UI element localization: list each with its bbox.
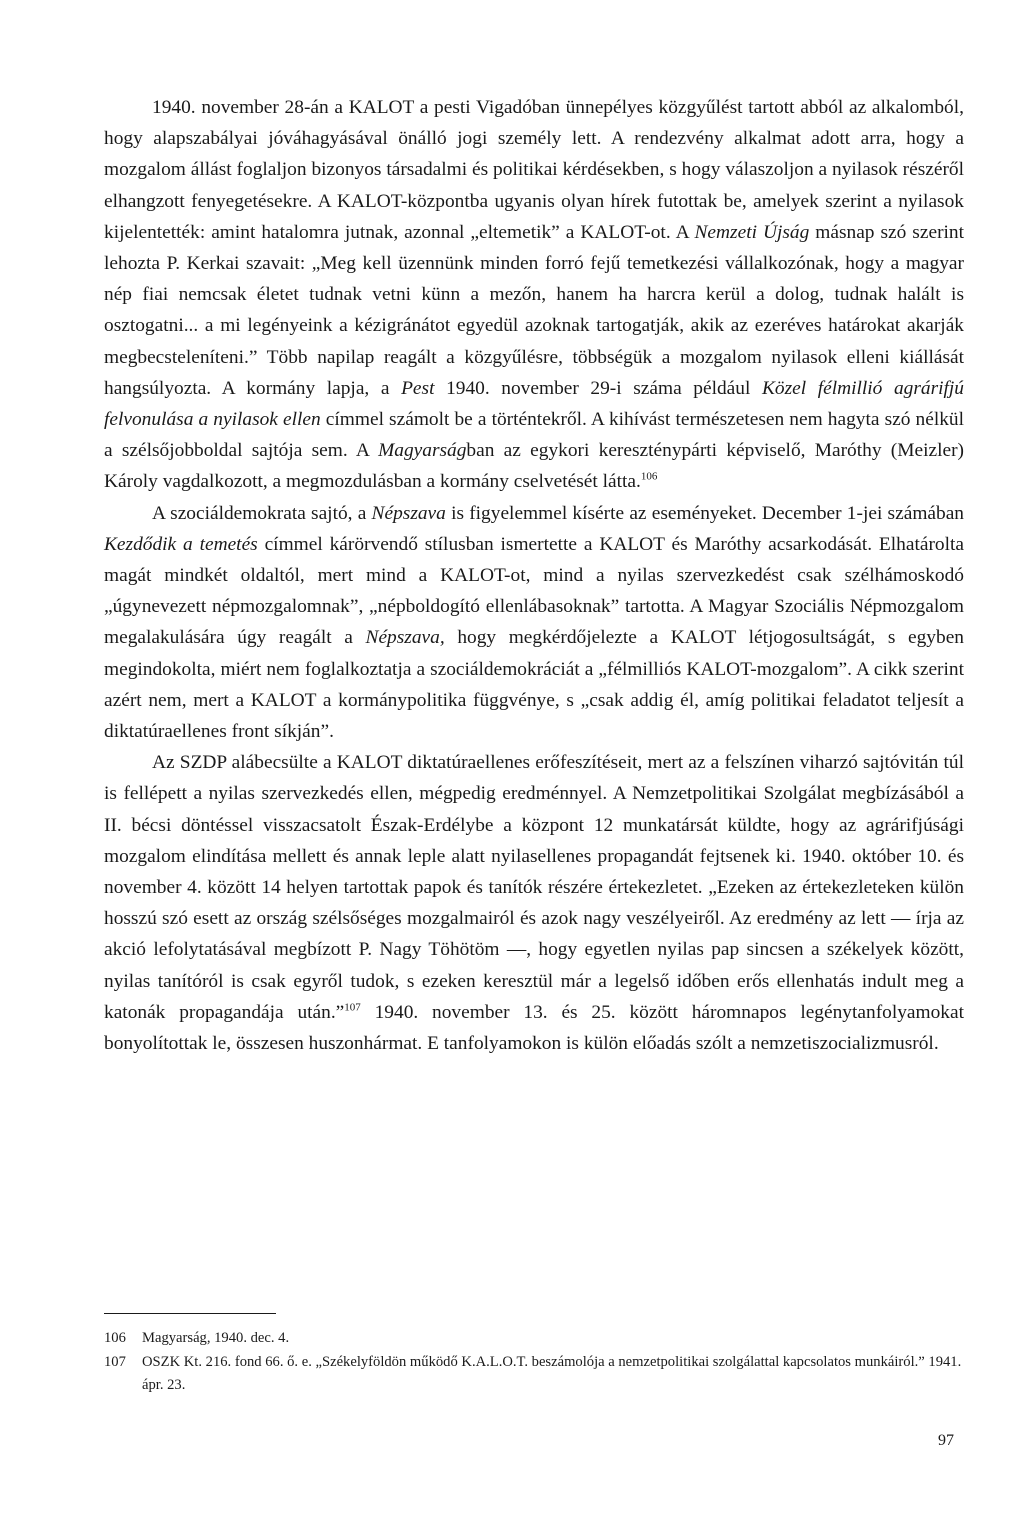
page-body [104,92,964,1059]
paragraph [104,498,964,748]
body-text [104,92,964,1059]
text-segment: címmel kárörvendő stílusban ismertette a KALOT és Maróthy acsarkodását. Elhatárolta magát mindkét oldaltól, mert mind a KALOT-ot, mind a nyilas szervezkedést csak szélhámoskodó „úgynevezett népmozgalomnak”, „népboldogító ellenlábasoknak” tartotta. A Magyar Szociális Népmozgalom megalakulására úgy reagált a [104,533,964,649]
footnote-separator [104,1313,276,1314]
text-segment: 1940. november 13. és 25. között háromnapos legénytanfolyamokat bonyolítottak le, összesen huszonhármat. E tanfolyamokon is külön előadás szólt a nemzetiszocializmusról. [104,1001,964,1055]
footnote [104,1351,964,1398]
text-segment: 1940. november 28-án a KALOT a pesti Vigadóban ünnepélyes közgyűlést tartott abból az alkalomból, hogy alapszabályai jóváhagyásával önálló jogi személy lett. A rendezvény alkalmat adott arra, hogy a mozgalom állást foglaljon bizonyos társadalmi és politikai kérdésekben, s hogy válaszoljon a nyilasok részéről elhangzott fenyegetésekre. A KALOT-központba ugyanis olyan hírek futottak be, amelyek szerint a nyilasok kijelentették: amint hatalomra jutnak, azonnal „eltemetik” a KALOT-ot. A [104,97,964,243]
footnote-text: OSZK Kt. 216. fond 66. ő. e. „Székelyföldön működő K.A.L.O.T. beszámolója a nemzetpolitikai szolgálattal kapcsolatos munkáiról.” 1941. ápr. 23. [142,1353,962,1393]
text-segment: hogy megkérdőjelezte a KALOT létjogosultságát, s egyben megindokolta, miért nem foglalkoztatja a szociáldemokráciát a „félmilliós KALOT-mozgalom”. A cikk szerint azért nem, mert a KALOT a kormánypolitika függvénye, s „csak addig él, amíg politikai feladatot teljesít a diktatúraellenes front síkján”. [104,627,964,743]
paragraph [104,747,964,1059]
text-segment: is figyelemmel kísérte az eseményeket. December 1-jei számában [445,502,964,524]
text-segment: 1940. november 29-i száma például [434,377,762,399]
paragraph [104,92,964,498]
footnote-text: Magyarság, 1940. dec. 4. [142,1330,290,1346]
italic-title: Pest [401,377,435,399]
footnote-ref: 106 [640,470,658,483]
footnote [104,1327,964,1351]
text-segment: A szociáldemokrata sajtó, a [152,502,372,524]
page-number: 97 [938,1432,954,1449]
text-segment: Az SZDP alábecsülte a KALOT diktatúraellenes erőfeszítéseit, mert az a felszínen viharzó sajtóvitán túl is fellépett a nyilas szervezkedés ellen, mégpedig eredménnyel. A Nemzetpolitikai Szolgálat megbízásából a II. bécsi döntéssel visszacsatolt Észak-Erdélybe a központ 12 munkatársát küldte, hogy az agrárifjúsági mozgalom elindítása mellett és annak leple alatt nyilasellenes propagandát fejtsenek ki. 1940. október 10. és november 4. között 14 helyen tartottak papok és tanítók részére értekezletet. „Ezeken az értekezleteken külön hosszú szó esett az ország szélsőséges mozgalmairól és azok nagy veszélyeiről. Az eredmény az lett — írja az akció lefolytatásával megbízott P. Nagy Töhötöm —, hogy egyetlen nyilas pap sincsen a székelyek között, nyilas tanítóról is csak egyről tudok, s ezeken keresztül már a legelső időben erős ellenhatás indult meg a katonák propagandája után.” [104,752,964,1023]
italic-title: Népszava, [365,627,445,649]
italic-title: Közel félmillió agrárifjú felvonulása a nyilasok ellen [104,377,964,431]
text-segment: másnap szó szerint lehozta P. Kerkai szavait: „Meg kell üzennünk minden forró fejű temetkezési vállalkozónak, hogy a magyar nép fiai nemcsak életet tudnak vetni künn a mezőn, hanem ha harcra kerül a dolog, tudnak halált is osztogatni... a mi legényeink a kézigránátot egyedül azoknak tartogatják, akik az ezeréves határokat akarják megbecsteleníteni.” Több napilap reagált a közgyűlésre, többségük a mozgalom nyilasok elleni kiállását hangsúlyozta. A kormány lapja, a [104,221,964,399]
footnote-number: 106 [104,1330,126,1346]
text-segment: ban az egykori kereszténypárti képviselő, Maróthy (Meizler) Károly vagdalkozott, a megmozdulásban a kormány cselvetését látta. [104,440,964,493]
italic-title: Magyarság [378,440,467,462]
italic-title: Népszava [371,502,446,524]
footnotes [104,1327,964,1398]
footnote-ref: 107 [344,1001,361,1014]
footnote-number: 107 [104,1353,126,1370]
text-segment: címmel számolt be a történtekről. A kihívást természetesen nem hagyta szó nélkül a szélsőjobboldal sajtója sem. A [104,409,964,462]
italic-title: Kezdődik a temetés [104,533,258,555]
italic-title: Nemzeti Újság [694,221,810,243]
